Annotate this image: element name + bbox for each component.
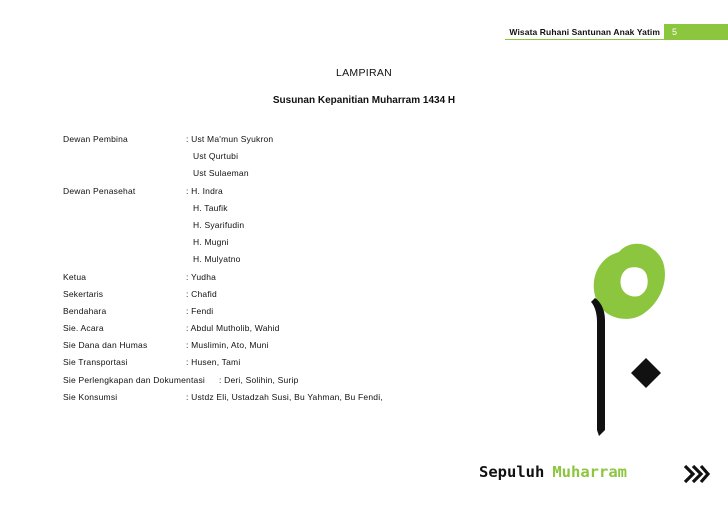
committee-row [63, 269, 483, 286]
committee-role: Sie. Acara [63, 323, 104, 334]
committee-row [63, 286, 483, 303]
arabic-ten-logo [585, 240, 675, 440]
committee-role: Sekertaris [63, 288, 104, 299]
logo-black-stroke [591, 298, 605, 436]
committee-row [63, 131, 483, 148]
committee-members: : Chafid [186, 288, 217, 299]
committee-row [63, 200, 483, 217]
double-chevron-right-icon [682, 460, 710, 488]
committee-members: : Abdul Mutholib, Wahid [186, 323, 280, 334]
committee-row [63, 234, 483, 251]
committee-role: Sie Konsumsi [63, 391, 118, 402]
committee-members: : Ust Ma'mun Syukron [186, 134, 274, 144]
logo-green-shape [594, 244, 665, 319]
committee-members: H. Mulyatno [193, 254, 241, 265]
committee-members: : H. Indra [186, 185, 223, 196]
committee-row [63, 389, 483, 406]
committee-role: Dewan Pembina [63, 134, 128, 144]
committee-role: Sie Transportasi [63, 357, 128, 368]
committee-row [63, 148, 483, 165]
committee-row [63, 303, 483, 320]
committee-row [63, 251, 483, 268]
committee-role: Ketua [63, 271, 87, 282]
committee-list [63, 131, 483, 406]
committee-row [63, 320, 483, 337]
committee-role: Sie Dana dan Humas [63, 340, 148, 351]
committee-members: : Husen, Tami [186, 357, 241, 368]
document-subheading: Susunan Kepanitian Muharram 1434 H [272, 95, 456, 106]
committee-row [63, 337, 483, 354]
committee-row [63, 217, 483, 234]
committee-members: : Fendi [186, 305, 214, 316]
committee-members: : Yudha [186, 271, 217, 282]
committee-members: : Ustdz Eli, Ustadzah Susi, Bu Yahman, Bu Fendi, [186, 391, 383, 402]
committee-members: Ust Qurtubi [193, 151, 239, 162]
committee-row [63, 372, 483, 389]
committee-row [63, 354, 483, 371]
committee-members: : Muslimin, Ato, Muni [186, 340, 269, 351]
committee-members: H. Syarifudin [193, 219, 245, 230]
committee-members: H. Mugni [193, 237, 229, 248]
committee-role: Dewan Penasehat [63, 185, 136, 196]
committee-role: Bendahara [63, 305, 107, 316]
committee-row [63, 183, 483, 200]
page-number-badge: 5 [664, 24, 728, 40]
committee-members: Ust Sulaeman [193, 168, 249, 179]
header-divider [505, 39, 665, 40]
brand-word-muharram: Muharram [552, 463, 627, 481]
committee-row [63, 165, 483, 182]
document-heading: LAMPIRAN [335, 67, 393, 79]
committee-members: : Deri, Solihin, Surip [219, 374, 299, 385]
committee-members: H. Taufik [193, 202, 228, 213]
committee-role: Sie Perlengkapan dan Dokumentasi [63, 374, 206, 385]
brand-word-sepuluh: Sepuluh [479, 463, 545, 481]
logo-diamond [631, 358, 661, 388]
footer-brand [479, 463, 627, 481]
header-title: Wisata Ruhani Santunan Anak Yatim [509, 27, 660, 37]
